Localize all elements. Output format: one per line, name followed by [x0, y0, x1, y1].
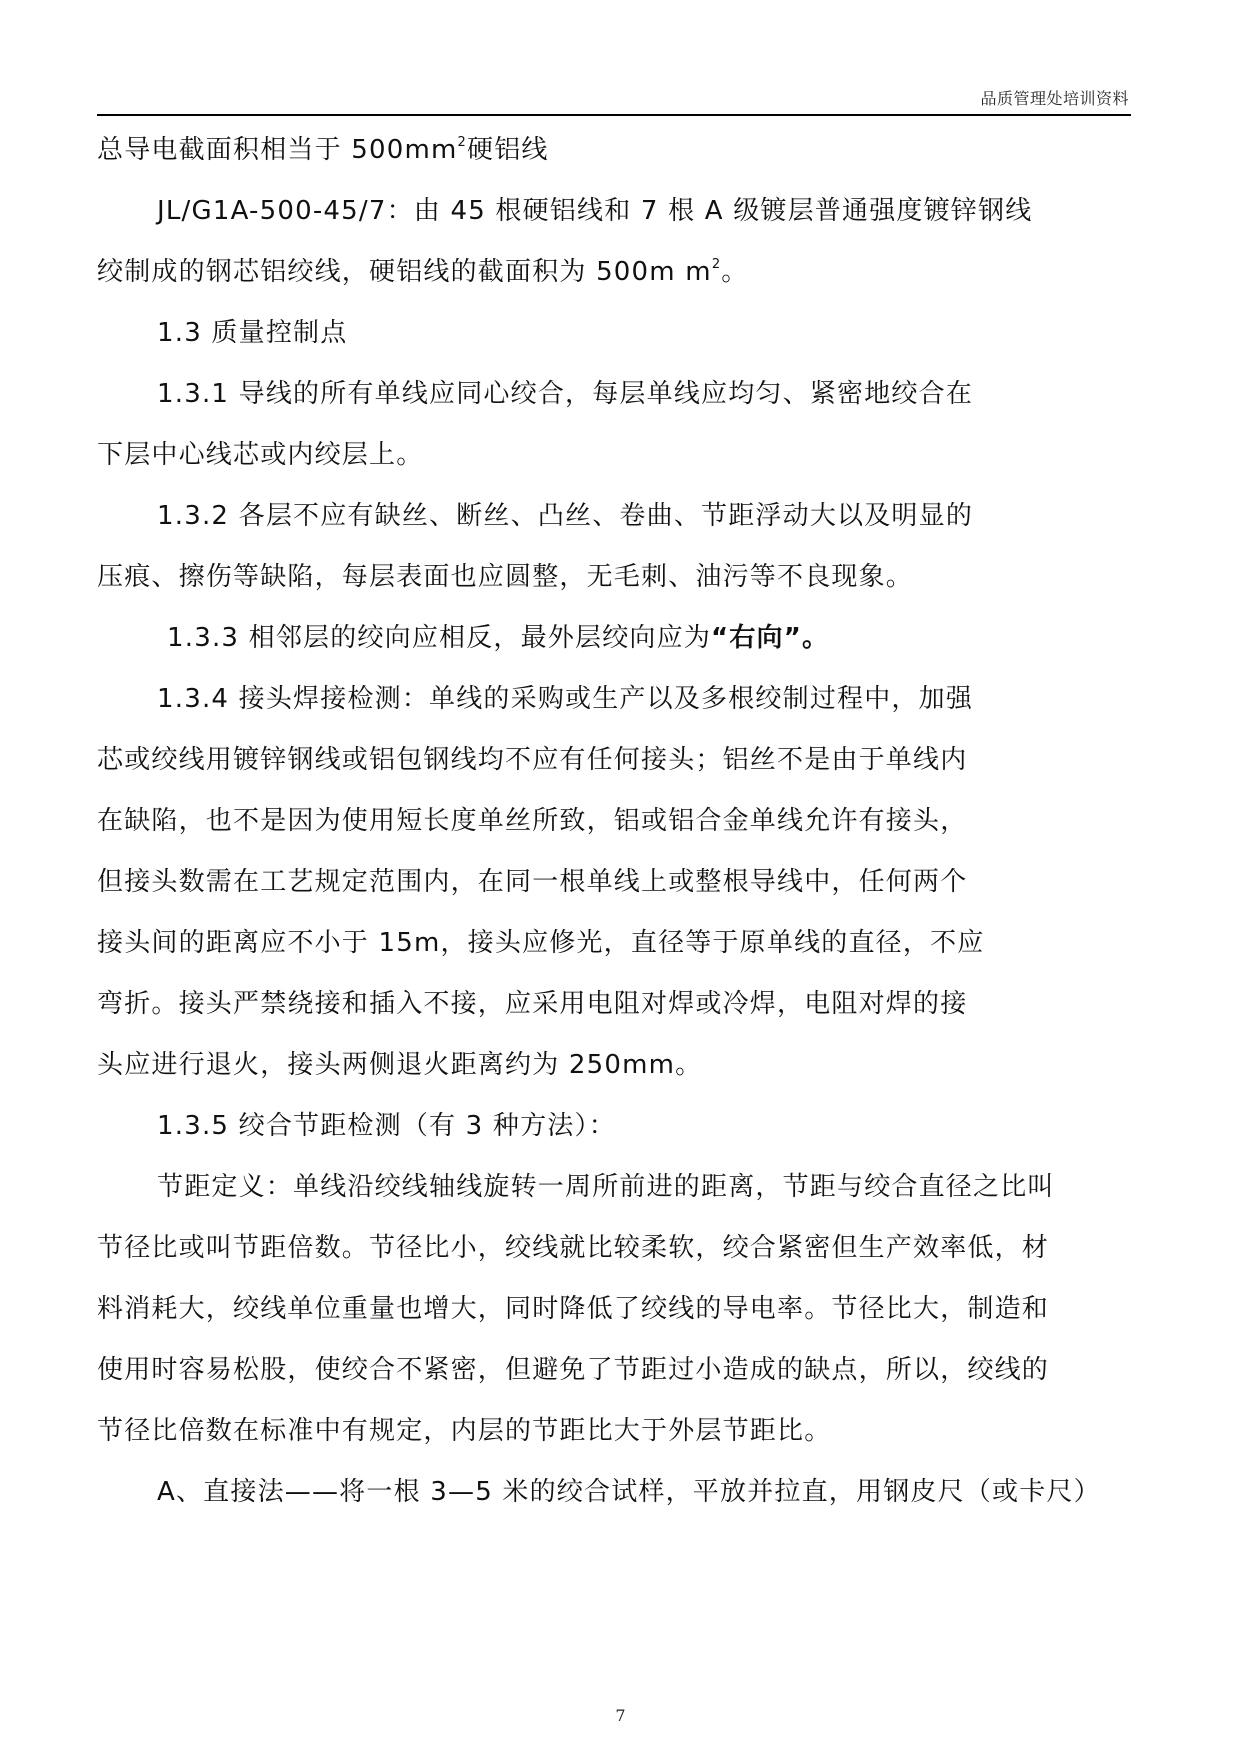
text-run: 。 [721, 257, 749, 287]
text-line: 1.3.4 接头焊接检测：单线的采购或生产以及多根绞制过程中，加强 [157, 684, 974, 714]
superscript: 2 [711, 257, 722, 272]
superscript: 2 [457, 135, 468, 150]
text-line: 压痕、擦伤等缺陷，每层表面也应圆整，无毛刺、油污等不良现象。 [97, 562, 914, 592]
text-run: 1.3.3 相邻层的绞向应相反，最外层绞向应为 [167, 623, 712, 653]
running-header: 品质管理处培训资料 [980, 89, 1129, 108]
text-line: JL/G1A-500-45/7：由 45 根硬铝线和 7 根 A 级镀层普通强度镀锌钢线 [157, 196, 1033, 226]
text-line: 节距定义：单线沿绞线轴线旋转一周所前进的距离，节距与绞合直径之比叫 [157, 1172, 1055, 1202]
text-line: 头应进行退火，接头两侧退火距离约为 250mm。 [97, 1050, 703, 1080]
text-run: 绞制成的钢芯铝绞线，硬铝线的截面积为 500m m [97, 257, 712, 287]
page-number: 7 [615, 1706, 626, 1725]
body-text [97, 120, 1131, 1523]
bold-text-run: “右向”。 [711, 623, 830, 653]
text-line: 节径比倍数在标准中有规定，内层的节距比大于外层节距比。 [97, 1416, 832, 1446]
text-line: 芯或绞线用镀锌钢线或铝包钢线均不应有任何接头；铝丝不是由于单线内 [97, 745, 968, 775]
text-line: 使用时容易松股，使绞合不紧密，但避免了节距过小造成的缺点，所以，绞线的 [97, 1355, 1050, 1385]
header-rule [97, 114, 1131, 116]
text-run: 总导电截面积相当于 500mm [97, 135, 458, 165]
text-line: 1.3.2 各层不应有缺丝、断丝、凸丝、卷曲、节距浮动大以及明显的 [157, 501, 974, 531]
text-line: 1.3.5 绞合节距检测（有 3 种方法）： [157, 1111, 616, 1141]
text-line [97, 242, 1131, 303]
text-line: 弯折。接头严禁绕接和插入不接，应采用电阻对焊或冷焊，电阻对焊的接 [97, 989, 968, 1019]
text-line: 下层中心线芯或内绞层上。 [97, 440, 424, 470]
text-line: 在缺陷，也不是因为使用短长度单丝所致，铝或铝合金单线允许有接头， [97, 806, 968, 836]
text-line: 但接头数需在工艺规定范围内，在同一根单线上或整根导线中，任何两个 [97, 867, 968, 897]
text-line: A、直接法——将一根 3—5 米的绞合试样，平放并拉直，用钢皮尺（或卡尺） [157, 1477, 1101, 1507]
text-line [97, 608, 1131, 669]
text-line: 1.3.1 导线的所有单线应同心绞合，每层单线应均匀、紧密地绞合在 [157, 379, 974, 409]
text-line: 料消耗大，绞线单位重量也增大，同时降低了绞线的导电率。节径比大，制造和 [97, 1294, 1050, 1324]
section-heading: 1.3 质量控制点 [157, 318, 348, 348]
text-run: 硬铝线 [467, 135, 549, 165]
text-line: 接头间的距离应不小于 15m，接头应修光，直径等于原单线的直径，不应 [97, 928, 985, 958]
text-line [97, 120, 1131, 181]
text-line: 节径比或叫节距倍数。节径比小，绞线就比较柔软，绞合紧密但生产效率低，材 [97, 1233, 1050, 1263]
